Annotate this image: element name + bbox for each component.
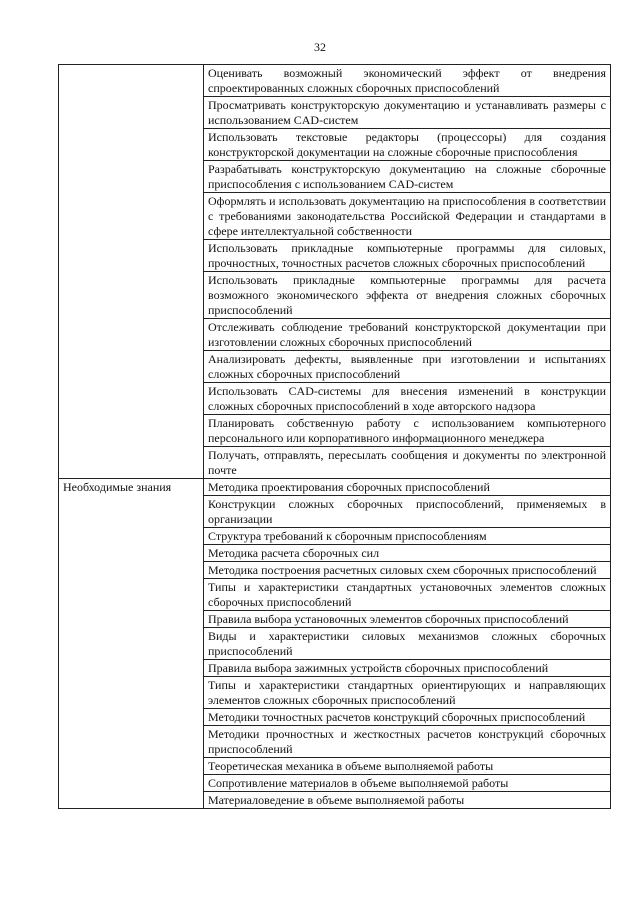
page-number: 32 (314, 40, 326, 54)
skill-item: Использовать текстовые редакторы (процессоры) для создания конструкторской документации на сложные сборочные приспособления (204, 129, 611, 161)
table-row (59, 65, 611, 97)
knowledge-item: Методики прочностных и жесткостных расчетов конструкций сборочных приспособлений (204, 726, 611, 758)
knowledge-item: Правила выбора установочных элементов сборочных приспособлений (204, 611, 611, 628)
skill-item: Использовать прикладные компьютерные программы для силовых, прочностных, точностных расчетов сложных сборочных приспособлений (204, 240, 611, 272)
knowledge-item: Структура требований к сборочным приспособлениям (204, 528, 611, 545)
section-label-cell (59, 65, 204, 479)
knowledge-item: Правила выбора зажимных устройств сборочных приспособлений (204, 660, 611, 677)
skill-item: Получать, отправлять, пересылать сообщения и документы по электронной почте (204, 447, 611, 479)
table-row (59, 479, 611, 496)
knowledge-item: Сопротивление материалов в объеме выполняемой работы (204, 775, 611, 792)
skill-item: Просматривать конструкторскую документацию и устанавливать размеры с использованием CAD-систем (204, 97, 611, 129)
knowledge-item: Методика проектирования сборочных приспособлений (204, 479, 611, 496)
knowledge-item: Материаловедение в объеме выполняемой работы (204, 792, 611, 809)
knowledge-item: Конструкции сложных сборочных приспособлений, применяемых в организации (204, 496, 611, 528)
skill-item: Анализировать дефекты, выявленные при изготовлении и испытаниях сложных сборочных приспособлений (204, 351, 611, 383)
skill-item: Планировать собственную работу с использованием компьютерного персонального или корпоративного информационного менеджера (204, 415, 611, 447)
knowledge-item: Типы и характеристики стандартных ориентирующих и направляющих элементов сложных сборочных приспособлений (204, 677, 611, 709)
knowledge-item: Теоретическая механика в объеме выполняемой работы (204, 758, 611, 775)
knowledge-item: Виды и характеристики силовых механизмов сложных сборочных приспособлений (204, 628, 611, 660)
skill-item: Оценивать возможный экономический эффект от внедрения спроектированных сложных сборочных приспособлений (204, 65, 611, 97)
knowledge-item: Методики точностных расчетов конструкций сборочных приспособлений (204, 709, 611, 726)
knowledge-section-label: Необходимые знания (59, 479, 204, 809)
knowledge-item: Типы и характеристики стандартных установочных элементов сложных сборочных приспособлений (204, 579, 611, 611)
skill-item: Использовать CAD-системы для внесения изменений в конструкции сложных сборочных приспособлений в ходе авторского надзора (204, 383, 611, 415)
skill-item: Отслеживать соблюдение требований конструкторской документации при изготовлении сложных сборочных приспособлений (204, 319, 611, 351)
knowledge-item: Методика построения расчетных силовых схем сборочных приспособлений (204, 562, 611, 579)
skill-item: Оформлять и использовать документацию на приспособления в соответствии с требованиями законодательства Российской Федерации и стандартами в сфере интеллектуальной собственности (204, 193, 611, 240)
requirements-table (58, 64, 611, 809)
skill-item: Разрабатывать конструкторскую документацию на сложные сборочные приспособления с использованием CAD-систем (204, 161, 611, 193)
knowledge-item: Методика расчета сборочных сил (204, 545, 611, 562)
skill-item: Использовать прикладные компьютерные программы для расчета возможного экономического эффекта от внедрения сложных сборочных приспособлений (204, 272, 611, 319)
